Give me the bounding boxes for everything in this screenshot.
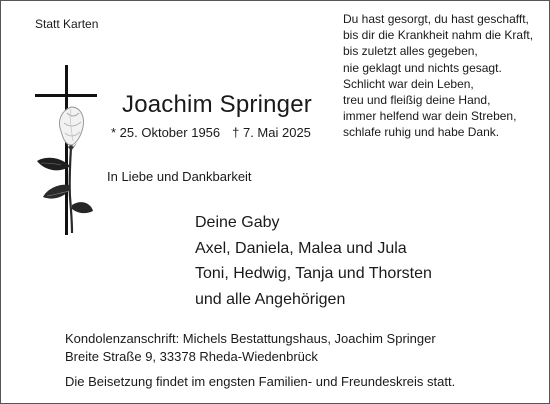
poem-line: bis zuletzt alles gegeben, <box>343 44 478 59</box>
birth-date: * 25. Oktober 1956 <box>111 125 221 140</box>
mourner-line: Toni, Hedwig, Tanja und Thorsten <box>195 265 432 282</box>
mourner-line: Deine Gaby <box>195 214 280 231</box>
mourner-line: und alle Angehörigen <box>195 290 346 308</box>
life-dates <box>111 125 311 140</box>
poem-line: bis dir die Krankheit nahm die Kraft, <box>343 28 534 43</box>
dedication-text: In Liebe und Dankbarkeit <box>107 169 252 184</box>
cross-rose-illustration <box>31 65 111 235</box>
poem-line: Du hast gesorgt, du hast geschafft, <box>343 12 529 26</box>
statt-karten-label: Statt Karten <box>35 17 99 31</box>
address-line: Breite Straße 9, 33378 Rheda-Wiedenbrück <box>65 349 318 364</box>
funeral-note: Die Beisetzung findet im engsten Familien- und Freundeskreis statt. <box>65 374 456 389</box>
poem-line: Schlicht war dein Leben, <box>343 76 474 91</box>
condolence-address <box>65 330 436 366</box>
poem <box>343 11 533 141</box>
poem-line: nie geklagt und nichts gesagt. <box>343 60 502 75</box>
mourners-list <box>195 210 432 312</box>
poem-line: treu und fleißig deine Hand, <box>343 93 491 108</box>
death-date: † 7. Mai 2025 <box>232 125 311 140</box>
poem-line: immer helfend war dein Streben, <box>343 109 517 124</box>
mourner-line: Axel, Daniela, Malea und Jula <box>195 239 407 257</box>
poem-line: schlafe ruhig und habe Dank. <box>343 125 500 140</box>
address-line: Kondolenzanschrift: Michels Bestattungshaus, Joachim Springer <box>65 331 436 346</box>
deceased-name: Joachim Springer <box>122 91 312 118</box>
